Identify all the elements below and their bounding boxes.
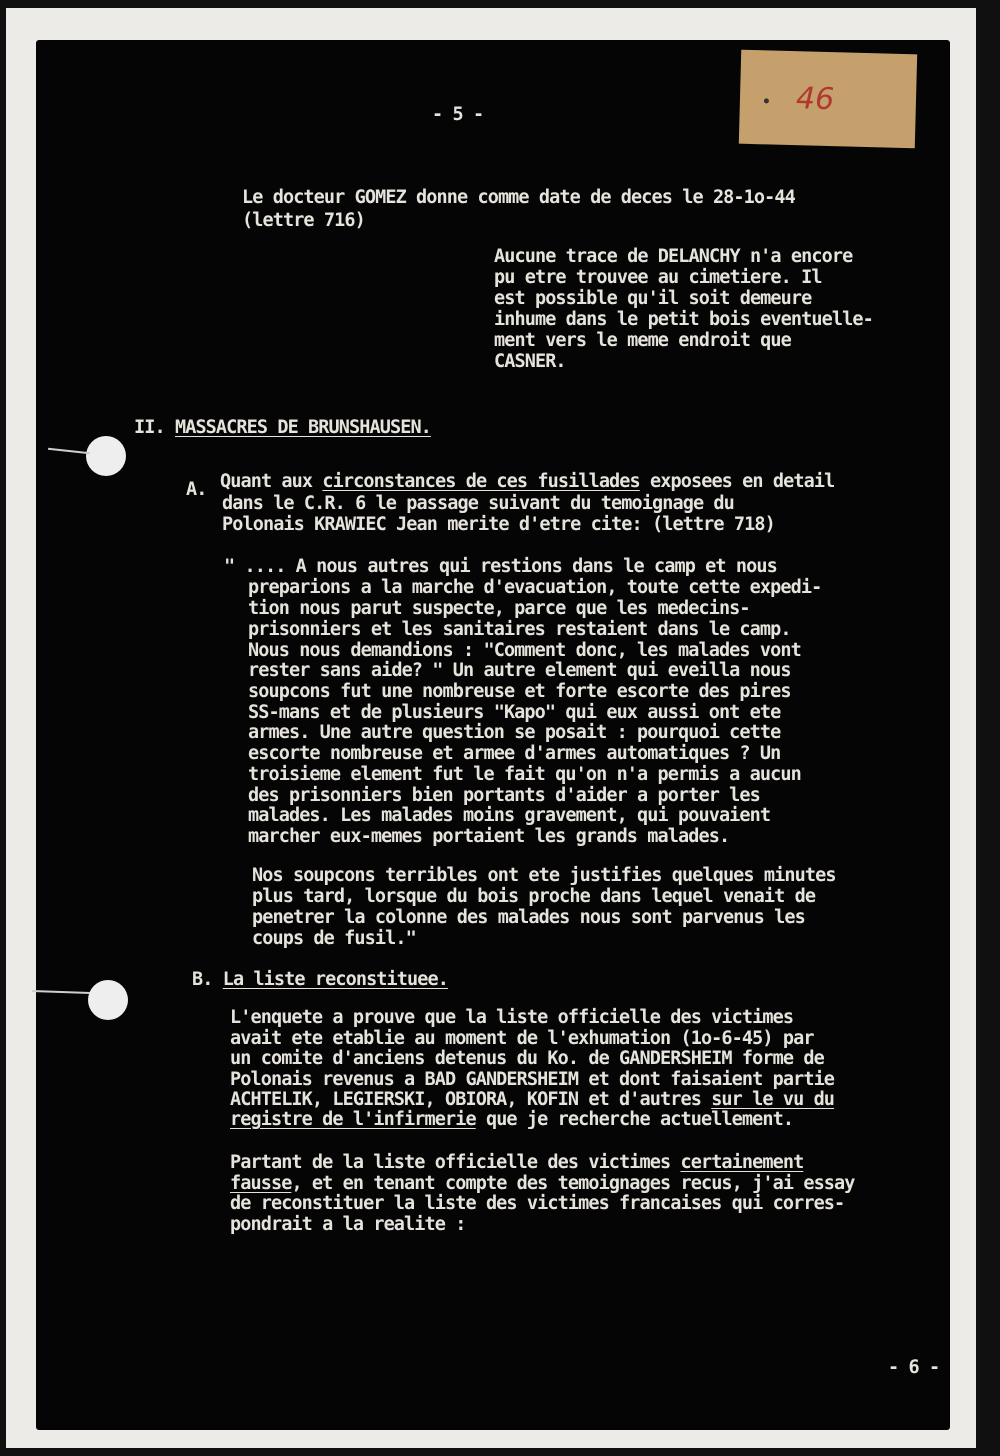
quote-line: Nos soupcons terribles ont ete justifies quelques minutes [252, 865, 836, 886]
quote-line: coups de fusil." [252, 928, 416, 949]
text-run: exposees en detail [639, 471, 835, 492]
quote-line: des prisonniers bien portants d'aider a porter les [248, 785, 760, 806]
underlined-phrase: fausse [230, 1173, 292, 1194]
sub-a-line-1 [220, 472, 834, 493]
quote-line: prisonniers et les sanitaires restaient dans le camp. [248, 619, 791, 640]
underlined-phrase: sur le vu du [711, 1089, 835, 1110]
delanchy-note-line: ment vers le meme endroit que [494, 330, 791, 351]
sub-b-title: La liste reconstituee. [222, 969, 448, 990]
partant-line [230, 1153, 803, 1174]
sub-a-line-3: Polonais KRAWIEC Jean merite d'etre cite: (lettre 718) [222, 514, 775, 535]
stamp-dot [764, 98, 769, 103]
page-number: - 5 - [432, 104, 484, 125]
quote-line: marcher eux-memes portaient les grands malades. [248, 826, 730, 847]
section-title: MASSACRES DE BRUNSHAUSEN. [174, 417, 431, 438]
quote-line: preparions a la marche d'evacuation, toute cette expedi- [248, 577, 822, 598]
next-page-number: - 6 - [888, 1357, 940, 1378]
delanchy-note-line: est possible qu'il soit demeure [494, 288, 812, 309]
quote-line: troisieme element fut le fait qu'on n'a permis a aucun [248, 764, 801, 785]
text-run: Quant aux [220, 471, 323, 492]
delanchy-note-line: Aucune trace de DELANCHY n'a encore [494, 246, 853, 267]
section-number: II. [134, 417, 165, 438]
archive-stamp-label [739, 50, 917, 149]
partant-line [230, 1174, 855, 1195]
punch-hole-bottom [88, 980, 128, 1020]
partant-line: de reconstituer la liste des victimes francaises qui corres- [230, 1193, 845, 1214]
sub-a-line-2: dans le C.R. 6 le passage suivant du temoignage du [222, 493, 734, 514]
section-heading [134, 418, 431, 439]
delanchy-note-line: CASNER. [494, 351, 566, 372]
enquete-line [230, 1110, 793, 1131]
quote-line: malades. Les malades moins gravement, qui pouvaient [248, 805, 771, 826]
delanchy-note-line: pu etre trouvee au cimetiere. Il [494, 267, 822, 288]
sub-b-letter: B. [192, 969, 213, 990]
quote-line: tion nous parut suspecte, parce que les medecins- [248, 598, 750, 619]
underlined-phrase: circonstances de ces fusillades [322, 471, 640, 492]
underlined-phrase: certainement [680, 1152, 804, 1173]
quote-line: armes. Une autre question se posait : pourquoi cette [248, 722, 781, 743]
text-run: que je recherche actuellement. [475, 1109, 794, 1130]
quote-line: soupcons fut une nombreuse et forte escorte des pires [248, 681, 791, 702]
enquete-line: avait ete etablie au moment de l'exhumation (1o-6-45) par [230, 1028, 814, 1049]
quote-line: escorte nombreuse et armee d'armes automatiques ? Un [248, 743, 781, 764]
quote-line: SS-mans et de plusieurs "Kapo" qui eux aussi ont ete [248, 702, 781, 723]
text-run: Partant de la liste officielle des victimes [230, 1152, 681, 1173]
enquete-line [230, 1090, 834, 1111]
enquete-line: L'enquete a prouve que la liste officielle des victimes [230, 1007, 794, 1028]
death-date-line-2: (lettre 716) [242, 210, 365, 231]
quote-line: penetrer la colonne des malades nous sont parvenus les [252, 907, 805, 928]
quote-line: " .... A nous autres qui restions dans le camp et nous [224, 556, 777, 577]
punch-hole-top [86, 436, 126, 476]
archive-stamp-number: 46 [795, 81, 835, 118]
enquete-line: Polonais revenus a BAD GANDERSHEIM et dont faisaient partie [230, 1069, 835, 1090]
text-run: , et en tenant compte des temoignages recus, j'ai essay [291, 1173, 855, 1194]
sub-a-letter: A. [186, 479, 207, 500]
partant-line: pondrait a la realite : [230, 1214, 466, 1235]
underlined-phrase: registre de l'infirmerie [230, 1109, 476, 1130]
quote-line: plus tard, lorsque du bois proche dans lequel venait de [252, 886, 816, 907]
sub-b-heading [192, 970, 448, 991]
quote-line: rester sans aide? " Un autre element qui eveilla nous [248, 660, 791, 681]
death-date-line-1: Le docteur GOMEZ donne comme date de deces le 28-1o-44 [242, 187, 795, 208]
enquete-line: un comite d'anciens detenus du Ko. de GANDERSHEIM forme de [230, 1048, 824, 1069]
delanchy-note-line: inhume dans le petit bois eventuelle- [494, 309, 873, 330]
text-run: ACHTELIK, LEGIERSKI, OBIORA, KOFIN et d'autres [230, 1089, 712, 1110]
quote-line: Nous nous demandions : "Comment donc, les malades vont [248, 640, 801, 661]
